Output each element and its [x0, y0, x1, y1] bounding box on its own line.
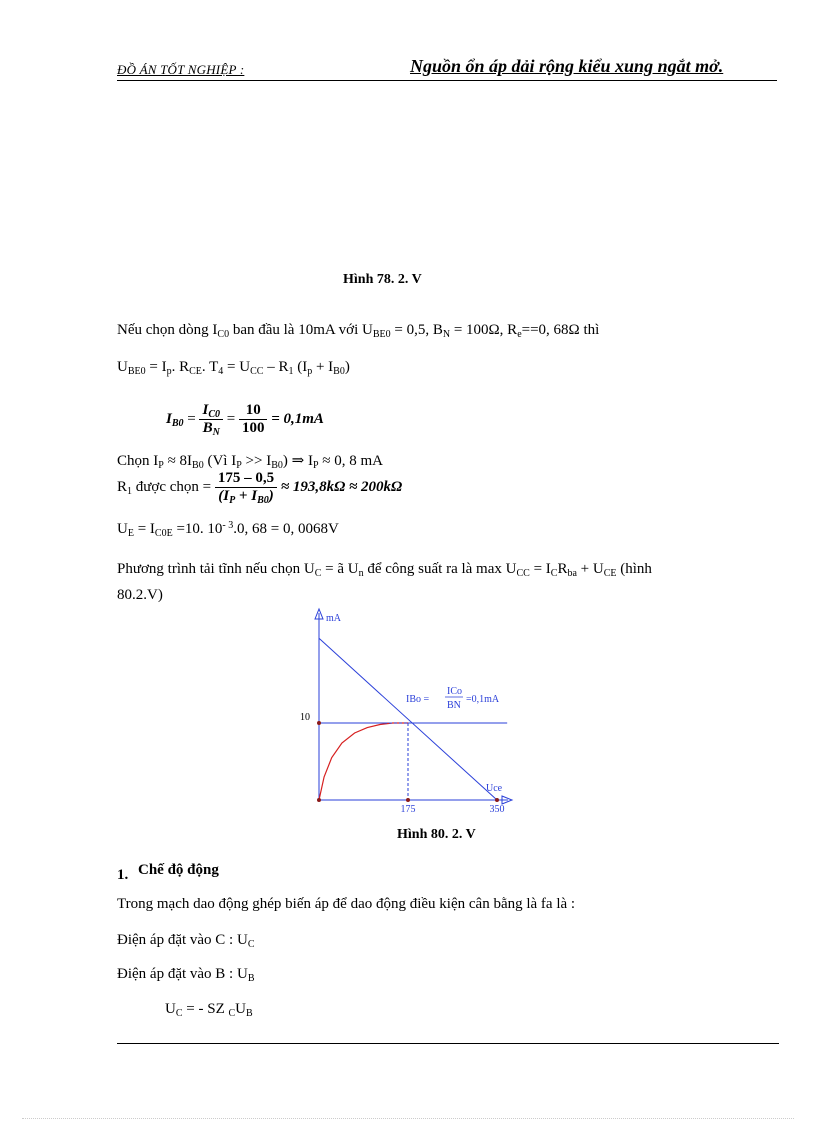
formula-ib0: $I_{B0}$ = $\frac{I_{C0}}{B_N}$ = $\frac{10}{100}$ = 0,1mA: [166, 402, 324, 438]
y-tick-10: 10: [300, 712, 310, 723]
footer-rule: [117, 1043, 779, 1044]
para-ip-choice: Chọn $I_P \approx 8I_{B0}$ (Vì $I_P >> I_{B0}$) ⇒ $I_P \approx 0$, 8 mA: [117, 453, 383, 471]
y-axis-label: mA: [326, 613, 341, 624]
section-title: Chế độ động: [138, 862, 219, 878]
header-right: Nguồn ổn áp dải rộng kiểu xung ngắt mở.: [410, 56, 724, 76]
x-tick-175: 175: [400, 804, 416, 815]
annotation-num: ICo: [447, 686, 462, 697]
para-load-line: Phương trình tải tĩnh nếu chọn $U_C$ = ã $U_n$ để công suất ra là $\max U_{CC} = I_CR_{ba} + U_{CE}$ (hình 80.2.V): [117, 561, 652, 603]
para-ic0-choice: Nếu chọn dòng $I_{C0}$ ban đầu là 10mA với $U_{BE0} = 0,5$, $B_N = 100\Omega$, $R_e==0$, 68Ω thì: [117, 322, 600, 340]
para-r1-choice: $R_1$ được chọn = $\frac{175 - 0,5}{(I_P + I_{B0})}$ ≈ 193,8kΩ ≈ 200kΩ: [117, 470, 403, 506]
load-line-chart: [290, 605, 530, 820]
formula-uc: $U_C$ = - SZ $_CU_B$: [165, 1001, 253, 1019]
page-edge-dots: [22, 1118, 794, 1119]
fraction-r1: $\frac{175 - 0,5}{(I_P + I_{B0})}$: [215, 470, 277, 505]
annotation-prefix: IBo =: [406, 694, 430, 705]
point-x175: [406, 798, 410, 802]
para-oscillation: Trong mạch dao động ghép biến áp để dao động điều kiện cân bằng là fa là :: [117, 896, 576, 912]
para-ue-eq: $U_E = I_{C0E} =10$. $10^{- 3}.0$, 68 = 0, 0068V: [117, 520, 339, 539]
caption-top: Hình 78. 2. V: [343, 272, 422, 287]
annotation-den: BN: [447, 700, 461, 711]
point-x350: [495, 798, 499, 802]
fraction-ic0-bn: $\frac{I_{C0}}{B_N}$: [199, 402, 223, 437]
characteristic-curve: [319, 723, 408, 800]
fraction-10-100: $\frac{10}{100}$: [239, 402, 268, 437]
x-axis-label: Uce: [486, 783, 503, 794]
para-voltage-c: Điện áp đặt vào C : $U_C$: [117, 932, 255, 950]
annotation-suffix: =0,1mA: [466, 694, 500, 705]
point-y10: [317, 721, 321, 725]
para-voltage-b: Điện áp đặt vào B : $U_B$: [117, 966, 255, 984]
point-origin: [317, 798, 321, 802]
section-number: 1.: [117, 867, 129, 883]
section-heading: [117, 862, 219, 884]
x-tick-350: 350: [489, 804, 505, 815]
para-ube0-eq: $U_{BE0} = I_p$. $R_{CE}$. $T_4 = U_{CC} - R_1$ $(I_p + I_{B0})$: [117, 359, 350, 377]
header-left: ĐỒ ÁN TỐT NGHIỆP :: [117, 62, 245, 77]
caption-bottom: Hình 80. 2. V: [397, 827, 476, 842]
header-rule: [117, 80, 777, 81]
